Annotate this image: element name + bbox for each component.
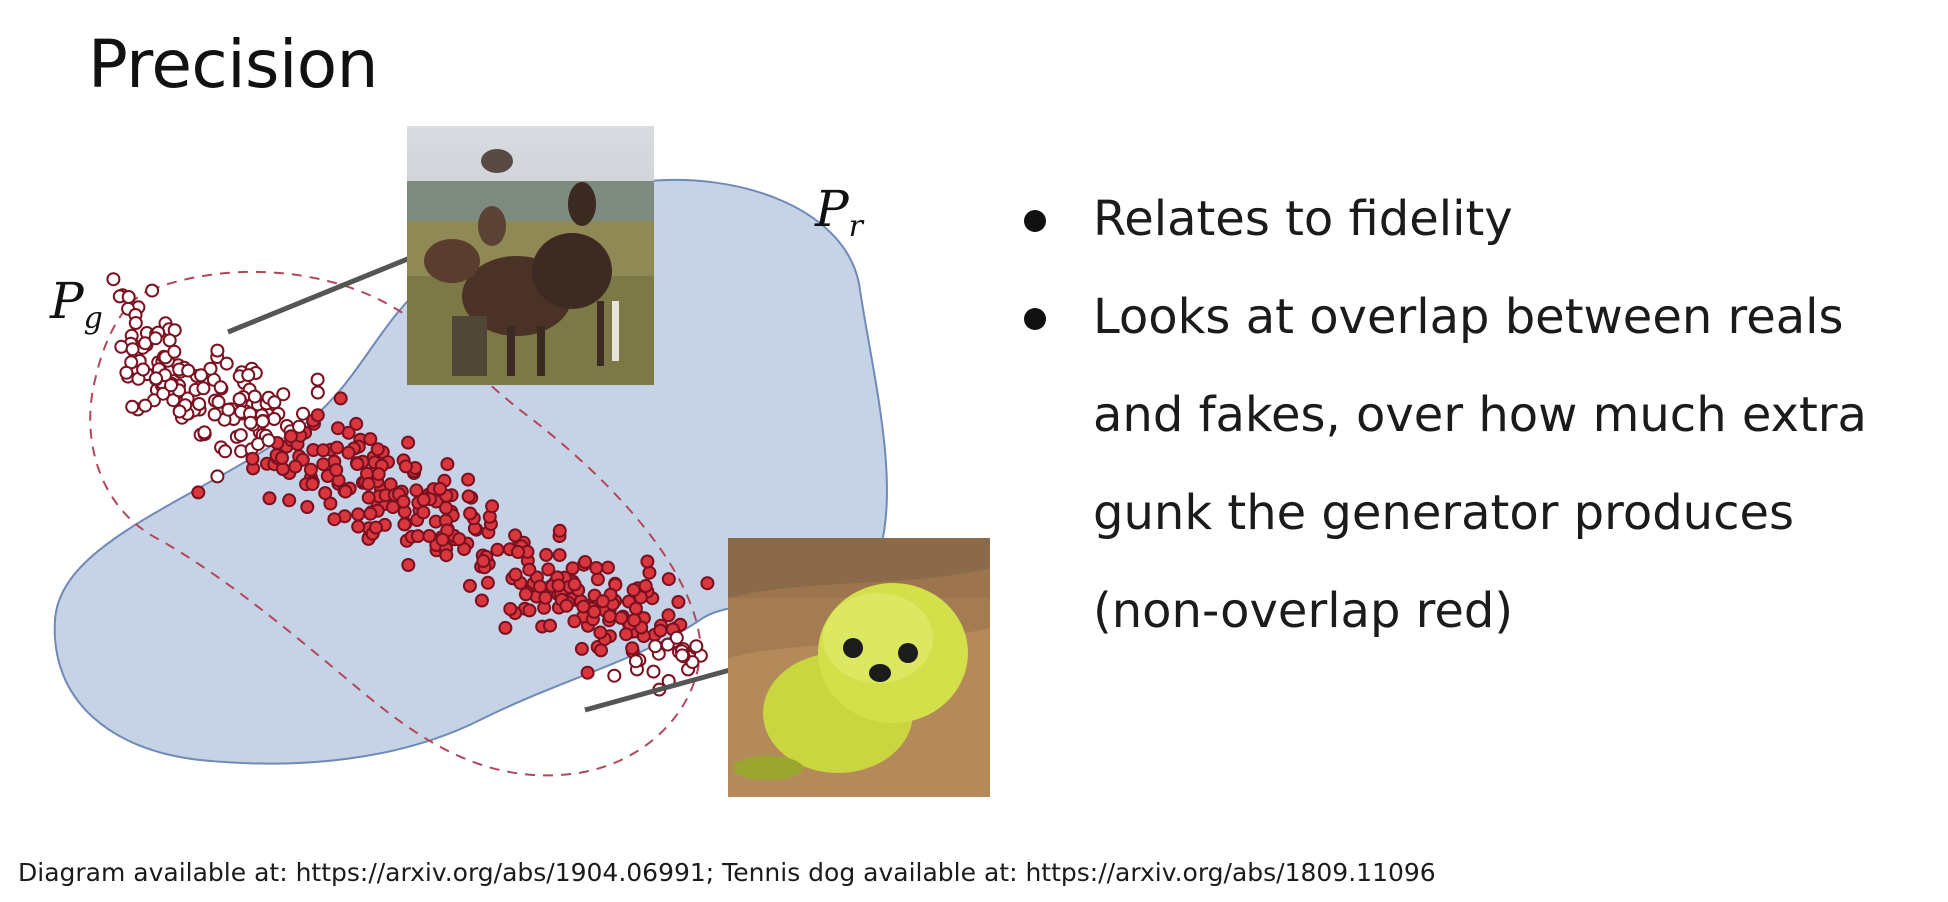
- sample-point: [523, 564, 535, 576]
- sample-point: [351, 458, 363, 470]
- sample-point: [107, 273, 119, 285]
- sample-point: [476, 595, 488, 607]
- sample-point: [648, 666, 660, 678]
- sample-point: [400, 460, 412, 472]
- sample-point: [540, 549, 552, 561]
- sample-point: [615, 612, 627, 624]
- sample-point: [544, 620, 556, 632]
- sample-point: [417, 506, 429, 518]
- sample-point: [249, 391, 261, 403]
- sample-point: [312, 374, 324, 386]
- sample-point: [198, 426, 210, 438]
- sample-point: [402, 437, 414, 449]
- sample-point: [604, 610, 616, 622]
- sample-point: [211, 345, 223, 357]
- sample-point: [373, 468, 385, 480]
- sample-point: [306, 478, 318, 490]
- sample-point: [524, 604, 536, 616]
- sample-point: [640, 580, 652, 592]
- sample-point: [663, 573, 675, 585]
- sample-point: [486, 500, 498, 512]
- sample-point: [676, 649, 688, 661]
- sample-point: [440, 502, 452, 514]
- sample-point: [398, 496, 410, 508]
- sample-point: [268, 396, 280, 408]
- sample-point: [568, 615, 580, 627]
- sample-point: [219, 445, 231, 457]
- sample-point: [362, 478, 374, 490]
- sample-point: [247, 453, 259, 465]
- sample-point: [534, 581, 546, 593]
- sample-point: [257, 415, 269, 427]
- sample-point: [130, 317, 142, 329]
- sample-point: [512, 546, 524, 558]
- sample-point: [115, 341, 127, 353]
- sample-point: [520, 588, 532, 600]
- sample-point: [608, 670, 620, 682]
- sample-point: [289, 461, 301, 473]
- sample-point: [690, 640, 702, 652]
- sample-point: [628, 614, 640, 626]
- sample-point: [602, 562, 614, 574]
- sample-point: [331, 442, 343, 454]
- sample-point: [182, 365, 194, 377]
- sample-point: [297, 408, 309, 420]
- sample-point: [464, 580, 476, 592]
- sample-point: [352, 508, 364, 520]
- sample-point: [328, 513, 340, 525]
- sample-point: [370, 522, 382, 534]
- sample-point: [453, 533, 465, 545]
- sample-point: [701, 577, 713, 589]
- sample-point: [649, 640, 661, 652]
- sample-point: [579, 556, 591, 568]
- sample-point: [332, 422, 344, 434]
- sample-point: [434, 483, 446, 495]
- sample-point: [364, 508, 376, 520]
- sample-point: [463, 490, 475, 502]
- sample-point: [592, 573, 604, 585]
- sample-point: [120, 367, 132, 379]
- sample-point: [554, 525, 566, 537]
- sample-point: [197, 382, 209, 394]
- sample-point: [352, 521, 364, 533]
- sample-point: [150, 332, 162, 344]
- sample-point: [626, 642, 638, 654]
- sample-point: [597, 595, 609, 607]
- sample-point: [164, 334, 176, 346]
- bullet-item: Looks at overlap between reals and fakes, over how much extra gunk the generator produces (non-overlap red): [1020, 268, 1920, 660]
- sample-point: [211, 470, 223, 482]
- sample-point: [245, 417, 257, 429]
- sample-point: [363, 492, 375, 504]
- horses-image: [407, 126, 654, 385]
- sample-point: [234, 393, 246, 405]
- sample-point: [590, 562, 602, 574]
- horse-leader-line: [228, 258, 410, 332]
- sample-point: [441, 458, 453, 470]
- sample-point: [335, 392, 347, 404]
- sample-point: [372, 443, 384, 455]
- slide-title: Precision: [88, 26, 378, 103]
- sample-point: [492, 544, 504, 556]
- sample-point: [268, 413, 280, 425]
- sample-point: [595, 644, 607, 656]
- sample-point: [215, 381, 227, 393]
- sample-point: [402, 559, 414, 571]
- sample-point: [193, 398, 205, 410]
- bullet-list: [1020, 170, 1920, 660]
- sample-point: [654, 625, 666, 637]
- sample-point: [620, 628, 632, 640]
- sample-point: [509, 529, 521, 541]
- sample-point: [482, 577, 494, 589]
- generated-distribution-label: $P_g$: [50, 272, 103, 336]
- sample-point: [174, 406, 186, 418]
- sample-point: [317, 444, 329, 456]
- sample-point: [418, 494, 430, 506]
- sample-point: [504, 603, 516, 615]
- sample-point: [263, 434, 275, 446]
- sample-point: [312, 387, 324, 399]
- sample-point: [305, 464, 317, 476]
- sample-point: [510, 569, 522, 581]
- sample-point: [195, 369, 207, 381]
- sample-point: [499, 622, 511, 634]
- footnote: Diagram available at: https://arxiv.org/abs/1904.06991; Tennis dog available at: https://arxiv.org/abs/1809.11096: [18, 858, 1436, 887]
- sample-point: [312, 409, 324, 421]
- sample-point: [123, 291, 135, 303]
- sample-point: [146, 285, 158, 297]
- sample-point: [540, 592, 552, 604]
- sample-point: [301, 501, 313, 513]
- tennis-ball-dog-image: [728, 538, 990, 797]
- sample-point: [671, 632, 683, 644]
- sample-point: [630, 655, 642, 667]
- sample-point: [582, 667, 594, 679]
- sample-point: [561, 600, 573, 612]
- sample-point: [437, 534, 449, 546]
- sample-point: [319, 487, 331, 499]
- sample-point: [343, 447, 355, 459]
- sample-point: [340, 486, 352, 498]
- sample-point: [462, 474, 474, 486]
- tennis-dog-photo: [728, 538, 990, 797]
- sample-point: [126, 401, 138, 413]
- sample-point: [137, 364, 149, 376]
- sample-point: [242, 369, 254, 381]
- sample-point: [553, 580, 565, 592]
- real-distribution-label: $P_r$: [815, 180, 863, 244]
- sample-point: [330, 464, 342, 476]
- sample-point: [276, 452, 288, 464]
- sample-point: [630, 603, 642, 615]
- sample-point: [150, 372, 162, 384]
- sample-point: [576, 643, 588, 655]
- sample-point: [643, 567, 655, 579]
- bullet-item: Relates to fidelity: [1020, 170, 1920, 268]
- sample-point: [235, 429, 247, 441]
- sample-point: [628, 584, 640, 596]
- sample-point: [264, 492, 276, 504]
- sample-point: [127, 343, 139, 355]
- sample-point: [222, 404, 234, 416]
- sample-point: [285, 430, 297, 442]
- sample-point: [672, 596, 684, 608]
- sample-point: [283, 494, 295, 506]
- sample-point: [464, 508, 476, 520]
- sample-point: [139, 400, 151, 412]
- sample-point: [412, 530, 424, 542]
- sample-point: [567, 562, 579, 574]
- sample-point: [440, 549, 452, 561]
- horse-photo: [407, 126, 654, 385]
- sample-point: [168, 346, 180, 358]
- sample-point: [317, 458, 329, 470]
- sample-point: [554, 549, 566, 561]
- sample-point: [221, 358, 233, 370]
- sample-point: [165, 379, 177, 391]
- sample-point: [423, 530, 435, 542]
- sample-point: [542, 563, 554, 575]
- sample-point: [209, 409, 221, 421]
- sample-point: [641, 556, 653, 568]
- sample-point: [192, 486, 204, 498]
- sample-point: [398, 518, 410, 530]
- sample-point: [569, 578, 581, 590]
- sample-point: [477, 555, 489, 567]
- sample-point: [588, 606, 600, 618]
- sample-point: [594, 627, 606, 639]
- sample-point: [663, 609, 675, 621]
